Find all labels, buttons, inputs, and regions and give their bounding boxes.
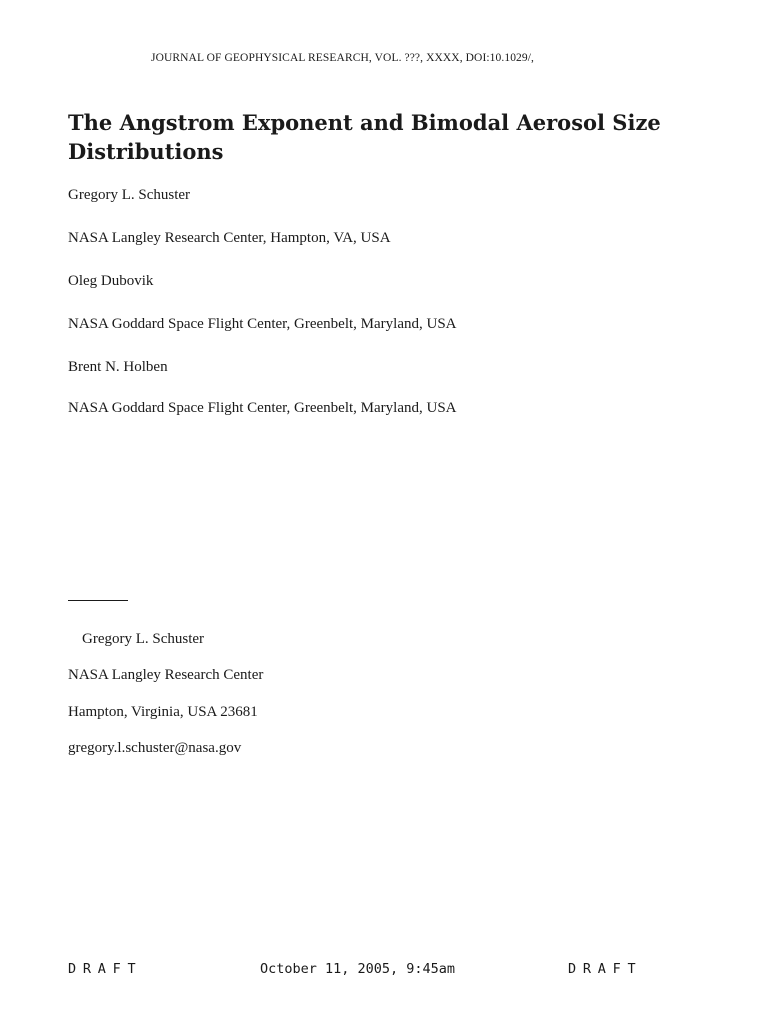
footer-draft-right: DRAFT — [568, 961, 643, 977]
correspondence-institution: NASA Langley Research Center — [68, 667, 264, 683]
running-head: JOURNAL OF GEOPHYSICAL RESEARCH, VOL. ???, XXXX, DOI:10.1029/, — [151, 52, 535, 64]
author-name: Brent N. Holben — [68, 359, 168, 375]
author-name: Gregory L. Schuster — [68, 187, 191, 203]
author-name: Oleg Dubovik — [68, 273, 154, 289]
footer-date: October 11, 2005, 9:45am — [260, 961, 456, 977]
correspondence-address: Hampton, Virginia, USA 23681 — [68, 704, 258, 720]
author-affiliation: NASA Goddard Space Flight Center, Greenbelt, Maryland, USA — [68, 316, 457, 332]
paper-title: The Angstrom Exponent and Bimodal Aerosol Size Distributions — [68, 110, 661, 164]
footer-draft-left: DRAFT — [68, 961, 143, 977]
author-affiliation: NASA Goddard Space Flight Center, Greenbelt, Maryland, USA — [68, 400, 457, 416]
correspondence-email[interactable]: gregory.l.schuster@nasa.gov — [68, 740, 242, 756]
author-affiliation: NASA Langley Research Center, Hampton, VA, USA — [68, 230, 391, 246]
footnote-rule — [68, 600, 128, 601]
correspondence-name: Gregory L. Schuster — [82, 631, 205, 647]
